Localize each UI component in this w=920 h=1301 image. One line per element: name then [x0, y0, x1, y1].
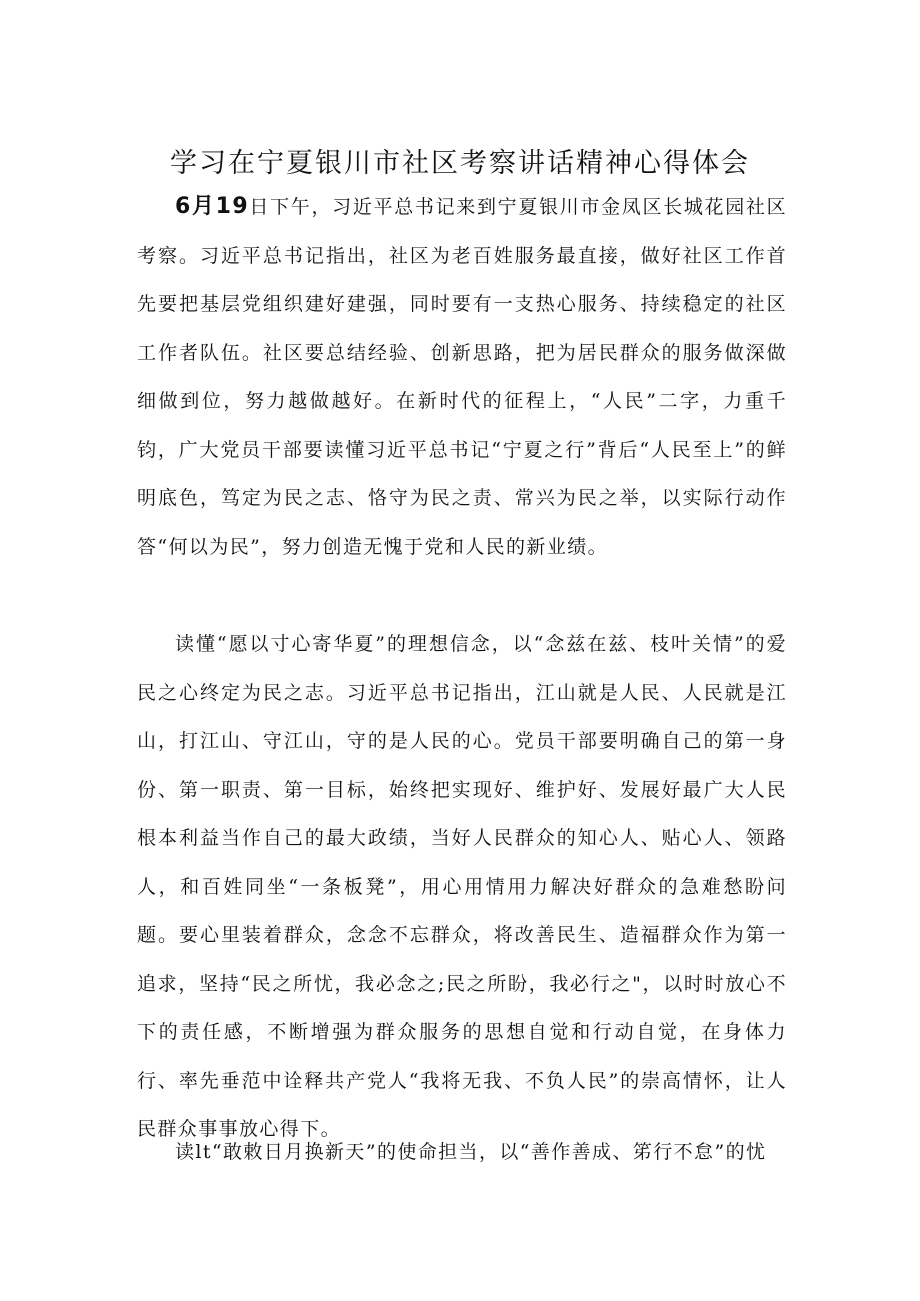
paragraph-1-text: 日下午，习近平总书记来到宁夏银川市金凤区长城花园社区考察。习近平总书记指出，社区为老百姓服务最直接，做好社区工作首先要把基层党组织建好建强，同时要有一支热心服务、持续稳定的社区工作者队伍。社区要总结经验、创新思路，把为居民群众的服务做深做细做到位，努力越做越好。在新时代的征程上，“人民”二字，力重千钧，广大党员干部要读懂习近平总书记“宁夏之行”背后“人民至上”的鲜明底色，笃定为民之志、恪守为民之责、常兴为民之举，以实际行动作答“何以为民”，努力创造无愧于党和人民的新业绩。: [137, 196, 787, 558]
paragraph-3: 读lt“敢敕日月换新天”的使命担当，以“善作善成、笫行不怠”的忧: [175, 1141, 767, 1163]
paragraph-1-date: 6月19: [175, 194, 250, 219]
paragraph-2: 读懂“愿以寸心寄华夏”的理想信念，以“念兹在兹、枝叶关情”的爱民之心终定为民之志。习近平总书记指出，江山就是人民、人民就是江山，打江山、守江山，守的是人民的心。党员干部要明确自己的第一身份、第一职责、第一目标，始终把实现好、维护好、发展好最广大人民根本利益当作自己的最大政绩，当好人民群众的知心人、贴心人、领路人，和百姓同坐“一条板凳”，用心用情用力解决好群众的急难愁盼问题。要心里装着群众，念念不忘群众，将改善民生、造福群众作为第一追求，坚持“民之所忧，我必念之;民之所盼，我必行之"，以时时放心不下的责任感，不断增强为群众服务的思想自觉和行动自觉，在身体力行、率先垂范中诠释共产党人“我将无我、不负人民”的崇高情怀，让人民群众事事放心得下。: [137, 633, 787, 1140]
document-title: 学习在宁夏银川市社区考察讲话精神心得体会: [170, 148, 750, 179]
paragraph-1: [137, 183, 787, 571]
